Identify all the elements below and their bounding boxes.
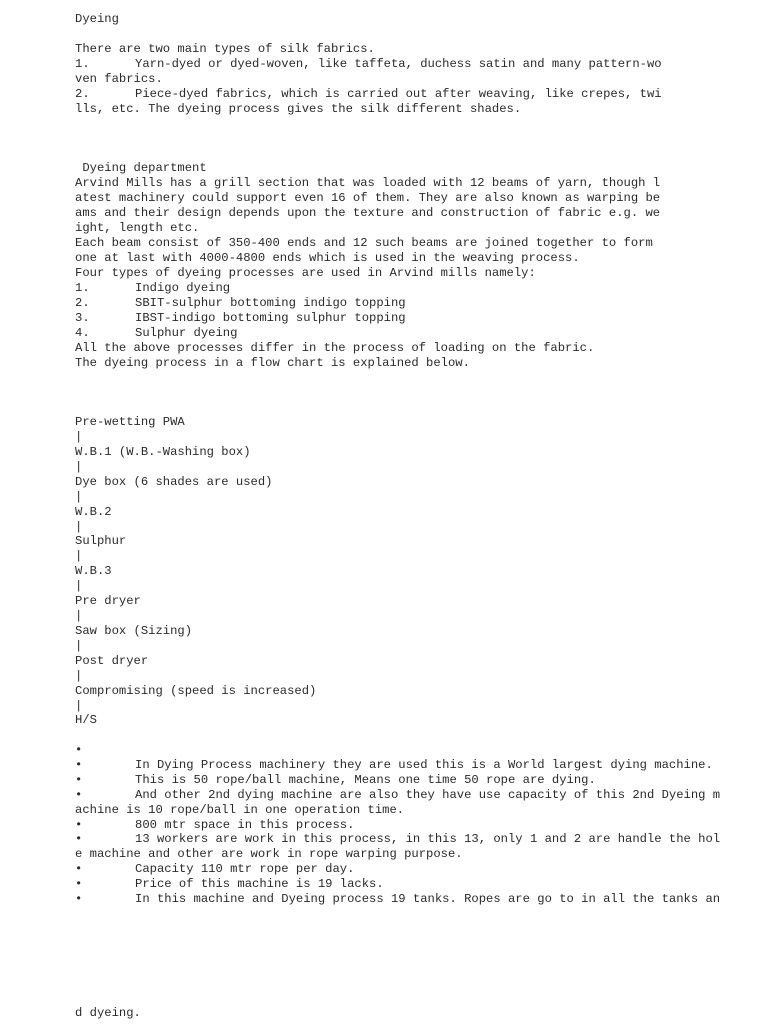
- type-number: 3.: [75, 311, 90, 325]
- flow-step: Pre dryer: [75, 594, 141, 608]
- bullet-icon: •: [75, 758, 83, 772]
- flow-step: Compromising (speed is increased): [75, 684, 317, 698]
- silk-item-text: Yarn-dyed or dyed-woven, like taffeta, duchess satin and many pattern-wo: [135, 57, 662, 71]
- paragraph-line: atest machinery could support even 16 of them. They are also known as warping be: [75, 191, 661, 205]
- bullet-text: Capacity 110 mtr rope per day.: [135, 862, 355, 876]
- type-number: 4.: [75, 326, 90, 340]
- paragraph-line: ight, length etc.: [75, 221, 200, 235]
- bullet-text: This is 50 rope/ball machine, Means one time 50 rope are dying.: [135, 773, 596, 787]
- bullet-item: [75, 758, 713, 773]
- flow-step: Sulphur: [75, 534, 127, 548]
- paragraph-line: The dyeing process in a flow chart is explained below.: [75, 356, 470, 370]
- bullet-icon: •: [75, 788, 83, 802]
- silk-item-number: 2.: [75, 87, 90, 101]
- bullet-item: [75, 743, 135, 758]
- bullet-icon: •: [75, 877, 83, 891]
- paragraph-line: one at last with 4000-4800 ends which is used in the weaving process.: [75, 251, 580, 265]
- bullet-continuation: achine is 10 rope/ball in one operation time.: [75, 803, 405, 817]
- silk-intro: There are two main types of silk fabrics.: [75, 42, 375, 56]
- flow-step: W.B.2: [75, 505, 112, 519]
- paragraph-line: ams and their design depends upon the texture and construction of fabric e.g. we: [75, 206, 661, 220]
- flow-step: W.B.3: [75, 564, 112, 578]
- type-text: SBIT-sulphur bottoming indigo topping: [135, 296, 406, 310]
- bullet-icon: •: [75, 773, 83, 787]
- bullet-text: In Dying Process machinery they are used this is a World largest dying machine.: [135, 758, 713, 772]
- bullet-text: Price of this machine is 19 lacks.: [135, 877, 384, 891]
- flow-connector: |: [75, 609, 83, 623]
- flow-connector: |: [75, 549, 83, 563]
- flow-step: Dye box (6 shades are used): [75, 475, 273, 489]
- paragraph-line: All the above processes differ in the process of loading on the fabric.: [75, 341, 595, 355]
- silk-item: [75, 87, 662, 102]
- paragraph-line: Each beam consist of 350-400 ends and 12 such beams are joined together to form: [75, 236, 653, 250]
- bullet-icon: •: [75, 743, 83, 757]
- types-intro: Four types of dyeing processes are used in Arvind mills namely:: [75, 266, 536, 280]
- flow-connector: |: [75, 669, 83, 683]
- type-item: [75, 326, 237, 341]
- type-number: 2.: [75, 296, 90, 310]
- silk-item-text: Piece-dyed fabrics, which is carried out after weaving, like crepes, twi: [135, 87, 662, 101]
- document-title: Dyeing: [75, 12, 119, 26]
- type-item: [75, 311, 406, 326]
- silk-item: [75, 57, 662, 72]
- trailing-text: d dyeing.: [75, 1006, 141, 1020]
- bullet-icon: •: [75, 832, 83, 846]
- bullet-icon: •: [75, 818, 83, 832]
- bullet-item: [75, 773, 596, 788]
- type-text: IBST-indigo bottoming sulphur topping: [135, 311, 406, 325]
- bullet-continuation: e machine and other are work in rope warping purpose.: [75, 847, 463, 861]
- flow-connector: |: [75, 460, 83, 474]
- silk-item-continuation: ven fabrics.: [75, 72, 163, 86]
- flow-step: Pre-wetting PWA: [75, 415, 185, 429]
- flow-connector: |: [75, 490, 83, 504]
- silk-item-number: 1.: [75, 57, 90, 71]
- type-item: [75, 281, 230, 296]
- bullet-item: [75, 862, 354, 877]
- bullet-text: 13 workers are work in this process, in this 13, only 1 and 2 are handle the hol: [135, 832, 721, 846]
- flow-step: Saw box (Sizing): [75, 624, 193, 638]
- flow-connector: |: [75, 430, 83, 444]
- bullet-text: 800 mtr space in this process.: [135, 818, 355, 832]
- flow-connector: |: [75, 699, 83, 713]
- flow-connector: |: [75, 639, 83, 653]
- flow-step: Post dryer: [75, 654, 149, 668]
- bullet-item: [75, 877, 384, 892]
- type-number: 1.: [75, 281, 90, 295]
- bullet-item: [75, 892, 720, 907]
- bullet-item: [75, 832, 720, 847]
- bullet-icon: •: [75, 892, 83, 906]
- bullet-item: [75, 818, 354, 833]
- bullet-text: In this machine and Dyeing process 19 tanks. Ropes are go to in all the tanks an: [135, 892, 721, 906]
- silk-item-continuation: lls, etc. The dyeing process gives the silk different shades.: [75, 102, 522, 116]
- bullet-item: [75, 788, 720, 803]
- flow-step: H/S: [75, 713, 97, 727]
- bullet-text: And other 2nd dying machine are also they have use capacity of this 2nd Dyeing m: [135, 788, 721, 802]
- type-text: Indigo dyeing: [135, 281, 231, 295]
- section-heading: Dyeing department: [75, 161, 207, 175]
- bullet-icon: •: [75, 862, 83, 876]
- type-text: Sulphur dyeing: [135, 326, 238, 340]
- paragraph-line: Arvind Mills has a grill section that was loaded with 12 beams of yarn, though l: [75, 176, 661, 190]
- flow-connector: |: [75, 520, 83, 534]
- type-item: [75, 296, 406, 311]
- flow-connector: |: [75, 579, 83, 593]
- flow-step: W.B.1 (W.B.-Washing box): [75, 445, 251, 459]
